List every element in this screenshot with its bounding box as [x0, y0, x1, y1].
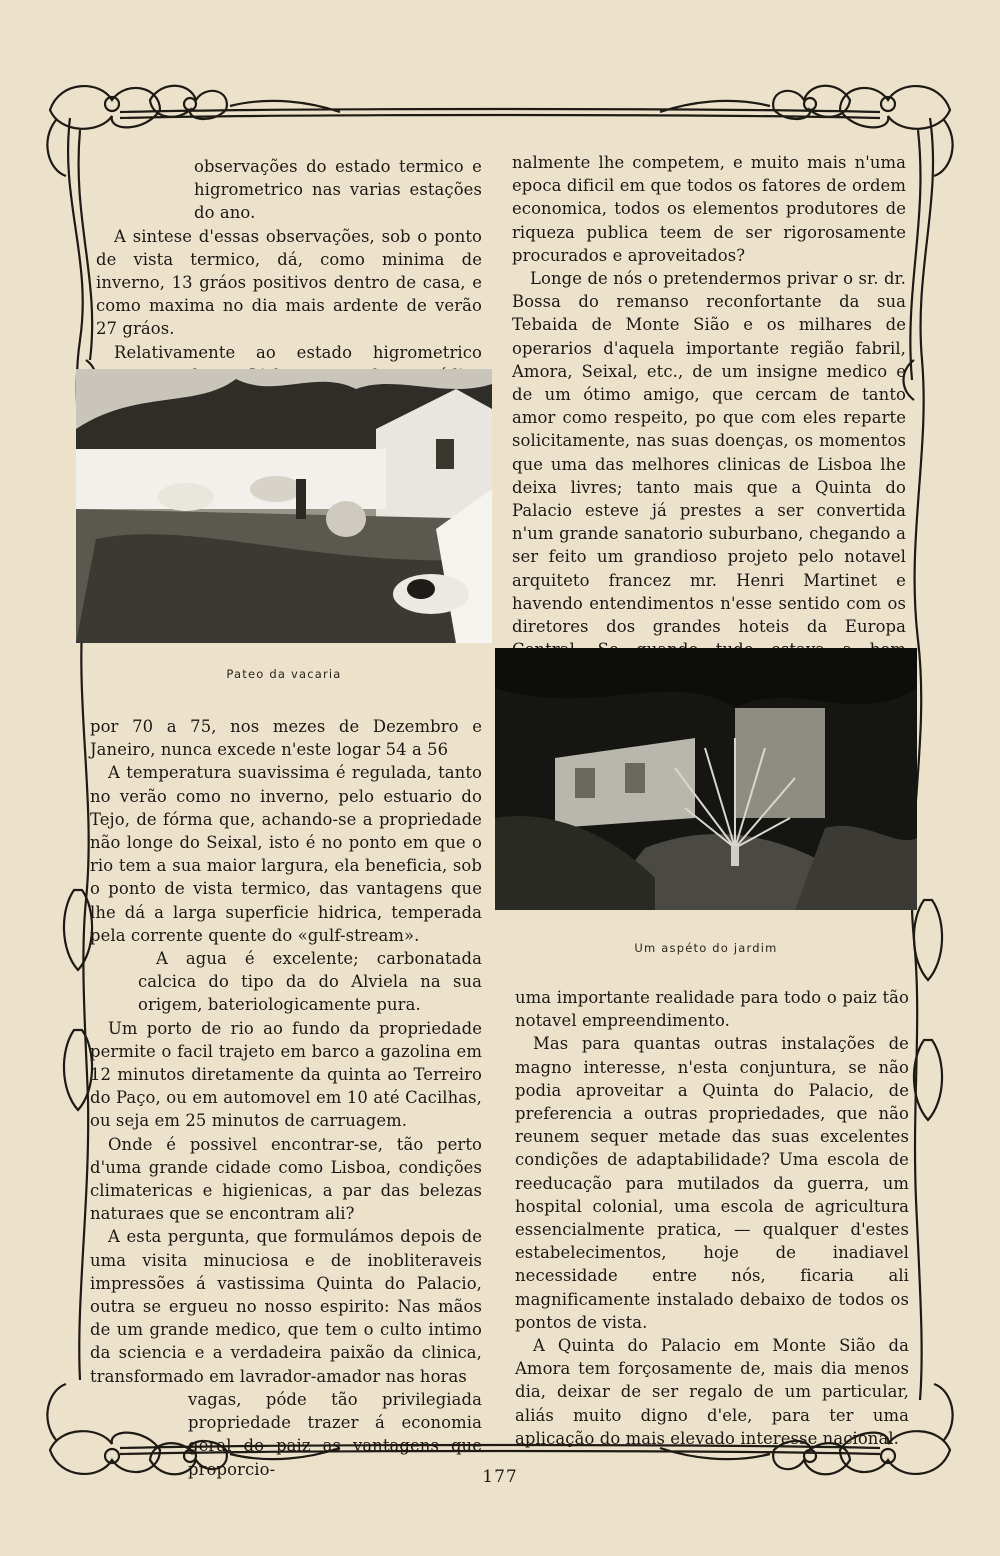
paragraph: nalmente lhe competem, e muito mais n'uma epoca dificil em que todos os fatores de ordem economica, todos os elementos produtores de riqueza publica teem de ser rigorosamente procurados e aproveitados? [512, 153, 906, 265]
photo-cows-courtyard [76, 369, 492, 643]
paragraph: vagas, póde tão privilegiada propriedade trazer á economia geral do paiz as vantagens que proporcio- [188, 1389, 482, 1479]
paragraph: Relativamente ao estado higrometrico [114, 342, 482, 362]
photo-caption-right: Um aspéto do jardim [634, 941, 778, 955]
paragraph: Um porto de rio ao fundo da propriedade permite o facil trajeto em barco a gazolina em 12 minutos diretamente da quinta ao Terreiro do Paço, ou em automovel em 10 até Cacilhas, ou seja em 25 minutos de carruagem. [90, 1018, 482, 1131]
paragraph: observações do estado termico e higrometrico nas varias estações do ano. [194, 157, 482, 223]
photo-garden [495, 648, 917, 910]
photo-caption-left: Pateo da vacaria [226, 667, 342, 681]
paragraph: A esta pergunta, que formulámos depois de uma visita minuciosa e de inobliteraveis impressões á vastissima Quinta do Palacio, outra se ergueu no nosso espirito: Nas mãos de um grande medico, que tem o culto intimo da sciencia e a verdadeira paixão da clinica, transformado em lavrador-amador nas horas [90, 1227, 482, 1386]
paragraph: por 70 a 75, nos mezes de Dezembro e Janeiro, nunca excede n'este logar 54 a 56 [90, 717, 482, 760]
page-number: 177 [482, 1467, 518, 1487]
photo-um-aspeto-do-jardim [495, 648, 917, 910]
right-column-top [512, 151, 906, 685]
paragraph: uma importante realidade para todo o paiz tão notavel empreendimento. [515, 988, 909, 1031]
paragraph: A sintese d'essas observações, sob o ponto de vista termico, dá, como minima de inverno, 13 gráos positivos dentro de casa, e como maxima no dia mais ardente de verão 27 gráos. [96, 226, 482, 339]
paragraph: A agua é excelente; carbonatada calcica do tipo da do Alviela na sua origem, bateriologicamente pura. [138, 949, 482, 1015]
paragraph: A Quinta do Palacio em Monte Sião da Amora tem forçosamente de, mais dia menos dia, deixar de ser regalo de um particular, aliás muito digno d'ele, para ter uma aplicação do mais elevado interesse nacional. [515, 1336, 909, 1448]
paragraph: Longe de nós o pretendermos privar o sr. dr. Bossa do remanso reconfortante da sua Tebaida de Monte Sião e os milhares de operarios d'aquela importante região fabril, Amora, Seixal, etc., de um insigne medico e de um ótimo amigo, que cercam de tanto amor como respeito, po que com eles reparte solicitamente, nas suas doenças, os momentos que uma das melhores clinicas de Lisboa lhe deixa livres; tanto mais que a Quinta do Palacio esteve já prestes a ser convertida n'um grande sanatorio suburbano, chegando a ser feito um grandioso projeto pelo notavel arquiteto francez mr. Henri Martinet e havendo entendimentos n'esse sentido com os diretores dos grandes hoteis da Europa [512, 269, 906, 637]
paragraph: Onde é possivel encontrar-se, tão perto d'uma grande cidade como Lisboa, condições climatericas e higienicas, a par das belezas naturaes que se encontram ali? [90, 1134, 482, 1224]
paragraph: Mas para quantas outras instalações de magno interesse, n'esta conjuntura, se não podia aproveitar a Quinta do Palacio, de preferencia a outras propriedades, que não reunem sequer metade das suas excelentes condições de adaptabilidade? Uma escola de reeducação para mutilados da guerra, um hospital colonial, uma escola de agricultura essencialmente pratica, — qualquer d'estes estabelecimentos, hoje de inadiavel necessidade entre nós, ficaria ali magnificamente instalado debaixo de todos os pontos de vista. [515, 1034, 909, 1332]
photo-pateo-da-vacaria [76, 369, 492, 643]
right-column-bottom [515, 986, 909, 1450]
left-column-bottom [90, 715, 482, 1481]
paragraph: A temperatura suavissima é regulada, tanto no verão como no inverno, pelo estuario do Tejo, de fórma que, achando-se a propriedade não longe do Seixal, isto é no ponto em que o rio tem a sua maior largura, ela beneficia, sob o ponto de vista termico, das vantagens que lhe dá a larga superficie hidrica, temperada pela corrente quente do «gulf-stream». [90, 763, 482, 945]
